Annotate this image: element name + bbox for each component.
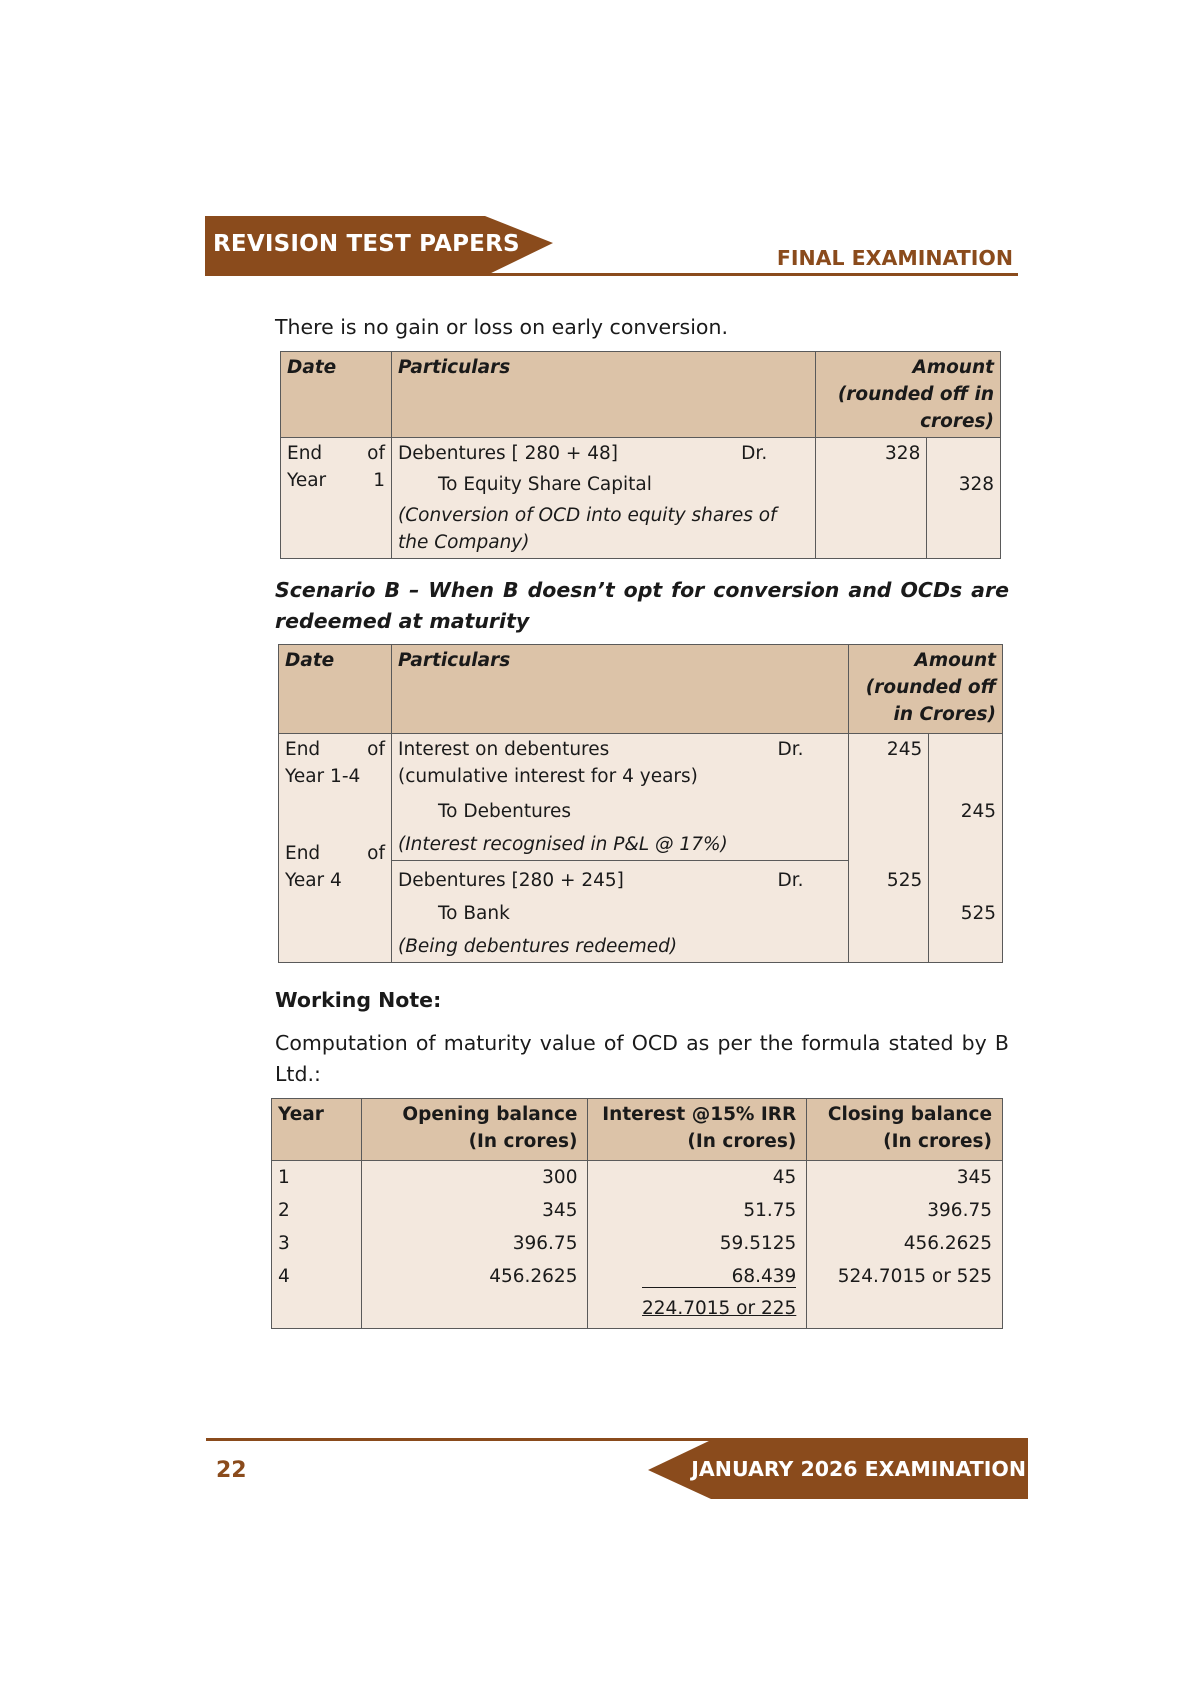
working-note-heading: Working Note: xyxy=(275,988,442,1012)
entry2-debit-amount: 525 xyxy=(848,861,929,897)
closing-cell: 524.7015 or 525 xyxy=(807,1260,1003,1293)
entry1-narration: (Interest recognised in P&L @ 17%) xyxy=(392,827,849,861)
opening-cell: 396.75 xyxy=(361,1227,588,1260)
entry-date: End of Year 1 xyxy=(281,438,392,559)
header-tab xyxy=(205,216,553,276)
journal-table-redemption xyxy=(278,644,1003,963)
col-header-date: Date xyxy=(281,352,392,438)
year-cell: 4 xyxy=(272,1260,362,1293)
year-cell: 1 xyxy=(272,1161,362,1195)
entry1-credit-amount: 245 xyxy=(929,792,1003,827)
entry-debit-line: Debentures [ 280 + 48] Dr. xyxy=(392,438,816,470)
year-cell: 2 xyxy=(272,1194,362,1227)
header-rule xyxy=(205,273,1018,276)
col-header-amount: Amount (rounded off in Crores) xyxy=(848,645,1002,734)
col-header-opening: Opening balance (In crores) xyxy=(361,1099,588,1161)
closing-cell: 456.2625 xyxy=(807,1227,1003,1260)
col-header-interest: Interest @15% IRR (In crores) xyxy=(588,1099,807,1161)
year-cell: 3 xyxy=(272,1227,362,1260)
scenario-b-heading: Scenario B – When B doesn’t opt for conversion and OCDs are redeemed at maturity xyxy=(275,578,1009,633)
entry2-date: End of Year 4 xyxy=(279,896,392,963)
interest-cell: 45 xyxy=(588,1161,807,1195)
opening-cell: 300 xyxy=(361,1161,588,1195)
closing-cell: 345 xyxy=(807,1161,1003,1195)
entry1-credit-line: To Debentures xyxy=(392,792,849,827)
maturity-value-table xyxy=(271,1098,1003,1329)
interest-cell: 59.5125 xyxy=(588,1227,807,1260)
col-header-date: Date xyxy=(279,645,392,734)
entry1-debit-amount: 245 xyxy=(848,734,929,793)
closing-cell: 396.75 xyxy=(807,1194,1003,1227)
debit-amount: 328 xyxy=(816,438,927,470)
entry2-narration: (Being debentures redeemed) xyxy=(392,929,849,963)
footer-tab xyxy=(648,1440,1028,1499)
entry1-debit-line: Interest on debentures Dr. (cumulative interest for 4 years) xyxy=(392,734,849,793)
col-header-particulars: Particulars xyxy=(392,645,849,734)
credit-amount: 328 xyxy=(927,469,1001,500)
opening-cell: 345 xyxy=(361,1194,588,1227)
table-row xyxy=(272,1161,1003,1195)
entry-narration: (Conversion of OCD into equity shares of the Company) xyxy=(392,500,816,559)
footer-exam-title: JANUARY 2026 EXAMINATION xyxy=(691,1457,1026,1481)
interest-cell: 51.75 xyxy=(588,1194,807,1227)
working-note-text: Computation of maturity value of OCD as per the formula stated by B Ltd.: xyxy=(275,1031,1009,1086)
page-number: 22 xyxy=(216,1458,247,1483)
entry-credit-line: To Equity Share Capital xyxy=(392,469,816,500)
intro-text: There is no gain or loss on early conversion. xyxy=(275,315,728,339)
total-interest: 224.7015 or 225 xyxy=(588,1293,807,1329)
journal-table-conversion xyxy=(280,351,1001,559)
header-left-title: REVISION TEST PAPERS xyxy=(213,231,520,257)
col-header-particulars: Particulars xyxy=(392,352,816,438)
table-row xyxy=(272,1227,1003,1260)
table-row xyxy=(272,1260,1003,1293)
entry2-credit-amount: 525 xyxy=(929,896,1003,929)
entry1-date: End of Year 1-4 xyxy=(279,734,392,897)
table-row xyxy=(272,1194,1003,1227)
opening-cell: 456.2625 xyxy=(361,1260,588,1293)
interest-cell: 68.439 xyxy=(588,1260,807,1293)
header-right-title: FINAL EXAMINATION xyxy=(776,246,1013,270)
entry2-credit-line: To Bank xyxy=(392,896,849,929)
col-header-year: Year xyxy=(272,1099,362,1161)
entry2-debit-line: Debentures [280 + 245] Dr. xyxy=(392,861,849,897)
col-header-amount: Amount (rounded off in crores) xyxy=(816,352,1001,438)
col-header-closing: Closing balance (In crores) xyxy=(807,1099,1003,1161)
